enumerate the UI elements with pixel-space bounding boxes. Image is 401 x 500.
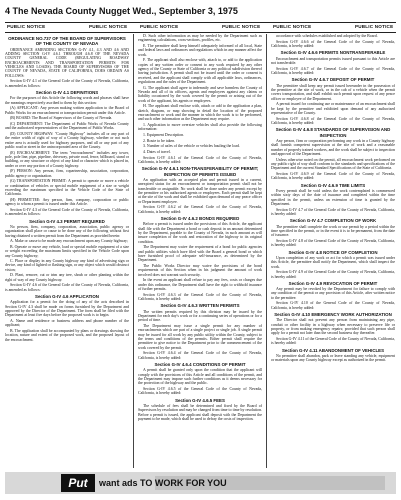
notice-paragraph: For the purposes of this Article the following words and phrases shall have the meanings respectively ascribed to them by this section: [5,96,129,105]
notice-paragraph: The written permits required by this division may be issued by the Department for each day's work or for a continuing series of operations or for a period of time. [138,309,262,323]
notice-paragraph: Any permit may be revoked by the Department for failure to comply with any condition of the permit or any provision of this Article, after written notice to the permittee. [271,287,395,300]
notice-paragraph: Application for a permit for the doing of any of the acts described in Section G-IV 4.3 shall be made on forms furnished by the Department and approved by the Director of the Department. The form shall be filed with the Department at least five days before the proposed work is to begin. [5,300,129,318]
section-heading: Section G-IV 4.8 NOTICE OF COMPLETION [288,249,378,255]
section-heading: Section G-IV 4.1 DEFINITIONS [35,89,99,95]
section-heading: Section G-IV 4.11 ABANDONMENT OF VEHICLES [281,347,385,353]
notice-column-2 [138,34,262,468]
notice-paragraph: In the event an applicant shall refuse to pay any fees, costs or charges due under this ordinance, the Department shall have the right to withhold issuance of further permits. [138,278,262,291]
notice-paragraph: Section G-IV 4.7 of the General Code of the County of Nevada, California, is hereby added: [271,207,395,216]
notice-paragraph: Section G-IV 4.6.5 of the General Code of the County of Nevada, California, is hereby added: [138,386,262,396]
section-heading: Section G-IV 4.6.7 DEPOSIT OF PERMIT [291,77,375,83]
notice-paragraph: 4. Dates of travel. [143,149,171,154]
want-ads-text: want ads TO WORK FOR YOU [99,478,227,488]
notice-paragraph: Section G-IV 4.6 of the General Code of the County of Nevada, California, is amended as follows: [5,283,129,292]
notice-paragraph: Section G-IV 4.6.6 of the General Code of the County of Nevada, California, is hereby added: [271,39,395,48]
notice-paragraph: (A) APPLICANT: Any person making written application to the Board of Public Works for an encroachment or transportation permit under this Article. [5,106,129,115]
notice-paragraph: Section G-IV 4.10 of the General Code of the County of Nevada, California, is hereby added: [271,301,395,310]
notice-paragraph: Section G-IV 4.3 of the General Code of the County of Nevada, California, is amended as follows: [5,207,129,217]
notice-paragraph: The schedule of fees shall be determined and fixed by the Board of Supervisors by resolution and may be changed from time to time by resolution. Before a permit is issued, the applicant shall deposit with the Department the payment to be made, which shall be used to defray the costs of inspection. [138,403,262,421]
public-notice-label: PUBLIC NOTICE [140,24,179,29]
notice-paragraph: C. Place or display in any County highway any kind of advertising sign or device, any kind of lighted or flashing sign, or any object which would obstruct vision; [5,259,129,272]
notice-paragraph: (H) PERMITTEE: Any person, firm, company, corporation or public agency to whom a permit is issued under this Article. [5,197,129,207]
notice-paragraph: Every permit shall be void unless the work contemplated is commenced within sixty days of the date of issuance and completed within the time specified in the permit, unless an extension of time is granted by the Department. [271,188,395,206]
notice-paragraph: B. The application shall be accompanied by plans or drawings showing the location, nature and extent of the proposed work, and the proposed layout of the encroachment. [5,329,129,342]
section-heading: Section G-IV 4.6.9 TIME LIMITS [300,182,366,188]
notice-paragraph: A permit shall be granted only upon the condition that the applicant will comply with the provisions of this Article and all conditions of the permit, and the Department may impose such further conditions as it deems necessary for the protection of the highway and the public. [138,368,262,386]
page-masthead: 4 The Nevada County Nugget Wed., September 3, 1975 [5,6,238,16]
notice-paragraph: D. Such other information as may be needed by the Department such as engineering calculations, cross-sections, profiles, etc. [138,34,262,43]
notice-column-3 [271,34,395,468]
notice-paragraph: Section G-IV 4.6.7 of the General Code of the County of Nevada, California, is hereby added: [271,66,395,75]
want-ads-badge: Put [61,474,95,492]
notice-paragraph: Section G-IV 4.6.2 of the General Code of the County of Nevada, California, is hereby added: [138,205,262,214]
notice-paragraph: 1. Application to move oversize vehicles shall also provide the following information: [138,123,262,132]
notice-paragraph: Section G-IV 4.6.1 of the General Code of the County of Nevada, California, is hereby added: [138,155,262,164]
notice-paragraph: A. Make or cause to be made any encroachment upon any County highway; [10,239,129,244]
public-notice-bar [5,22,396,33]
notice-paragraph: The permittee shall keep any permit issued hereunder in the possession of the permittee at the site of work, or in the cab of a vehicle when the permit covers transportation, and shall exhibit such permit upon request of any peace officer or employee of the Department. [271,83,395,101]
notice-paragraph: Section G-IV 4.6.4 of the General Code of the County of Nevada, California, is hereby added: [138,351,262,360]
notice-paragraph: Section G-IV 4.1 of the General Code of the County of Nevada, California, is amended as follows: [5,79,129,88]
public-notice-label: PUBLIC NOTICE [222,24,261,29]
notice-paragraph: D. Plant, remove, cut or trim any tree, shrub or other planting within the right of way of any County highway. [5,273,129,282]
section-heading: Section G-IV 4.7 COMPLETION OF WORK [289,218,377,224]
notice-paragraph: (F) PERSON: Any person, firm, copartnership, association, corporation, public agency or organization. [5,169,129,178]
notice-paragraph: F. The applicant shall also enclose with, attach to, or add to the application copies of any written order or consent to any work required by any other agency of the County or State of California or any political subdivision thereof having jurisdiction. A permit shall not be issued until the order or consent is received, and the applicant shall comply with all applicable laws, ordinances, regulations and the rules of the Department. [138,58,262,85]
notice-paragraph: The Public Works Director may waive the provisions of the bond requirements of this Section when in his judgment the amount of work involved does not warrant such security. [138,263,262,277]
notice-paragraph: Section G-IV 4.9 of the General Code of the County of Nevada, California, is hereby added: [271,270,395,279]
public-notice-label: PUBLIC NOTICE [273,24,312,29]
notice-paragraph: (C) DEPARTMENT: The Department of Public Works of Nevada County and the authorized representatives of the Department of Public Works. [5,121,129,131]
notice-paragraph: Before a permit is issued under the provisions of this Article, the applicant shall file with the Department a bond or cash deposit in an amount determined by the Department, payable to the County of Nevada, in such amount as will insure completion of the work and restoration of the highway to its original condition. [138,222,262,244]
section-heading: Section G-IV 4.6.1 NON-TRANSFERABILITY OF PERMIT; INSPECTION OF PERMITS ISSUED [141,166,259,177]
notice-paragraph: accordance with schedules established and adopted by the Board. [276,34,378,38]
section-heading: Section G-IV 4.9 REVOCATION OF PERMIT [288,280,378,286]
notice-paragraph: (G) TRANSPORTATION PERMIT: A permit to operate or move a vehicle or combination of vehicles or special mobile equipment of a size or weight exceeding the maximum specified in the Vehicle Code of the State of California. [5,179,129,197]
notice-paragraph: ORDINANCE AMENDING SECTIONS G-IV 4.1, 4.3 AND 4.6 AND ADDING SECTION G-IV 4.6.1 THROUGH 4.6.8 OF THE NEVADA COUNTY GENERAL CODE (REGULATING ROADWAY ENCROACHMENTS AND TRANSPORTATION PERMITS FOR VEHICLES AND LOADS). THE BOARD OF SUPERVISORS OF THE COUNTY OF NEVADA, STATE OF CALIFORNIA, DOES ORDAIN AS FOLLOWS: [5,47,129,78]
notice-paragraph: Encroachment and transportation permits issued pursuant to this Article are not transferable. [271,56,395,65]
notice-paragraph: Section G-IV 4.6.8 of the General Code of the County of Nevada, California, is hereby added: [271,116,395,125]
section-heading: Section G-IV 4.10 EMERGENCY WORK AUTHORIZATION [274,312,392,318]
section-heading: Section G-IV 4.6.6 PERMITS NONTRANSFERABLE [280,50,386,56]
notice-paragraph: Any person, firm or corporation performing any work in a County highway shall furnish competent supervision at the site of work and a reasonable number of properly trained workers, and the work shall be subject to inspection and approval of the Department. [271,138,395,156]
notice-paragraph: E. The permittee shall keep himself adequately informed of all local, State and federal laws and ordinances and regulations which in any manner affect the work. [138,43,262,57]
notice-paragraph: 2. Route to be taken. [143,138,176,143]
notice-column-1 [5,34,129,468]
public-notice-label: PUBLIC NOTICE [7,24,46,29]
section-heading: Section G-IV 4.6 APPLICATION [35,294,99,300]
public-notice-label: PUBLIC NOTICE [355,24,394,29]
notice-paragraph: A. Name and residence or business address and phone number of the applicant; [5,319,129,328]
notice-paragraph: No person, firm, company, corporation, association, public agency or organization shall place or cause to be done any of the following without first having obtained a written permit from the Department as provided herein: [5,224,129,238]
section-heading: Section G-IV 4.6.2 BONDS REQUIRED [160,215,240,221]
notice-paragraph: Section G-IV 4.11 of the General Code of the County of Nevada, California, is hereby added: [271,337,395,346]
notice-paragraph: No permittee shall abandon, park or leave standing any vehicle, equipment or materials upon any County highway except as authorized in the permit. [271,354,395,363]
section-heading: Section G-IV 4.6.4 CONDITIONS OF PERMIT [154,361,246,367]
notice-paragraph: Section G-IV 4.6.9 of the General Code of the County of Nevada, California, is hereby added: [271,171,395,181]
column-divider [266,34,267,468]
notice-paragraph: 3. Number of axles of the vehicle or vehicles hauling the load. [143,144,240,149]
notice-paragraph: Upon completion of any work or act for which a permit was issued under this Article, the permittee shall notify the Department, which shall inspect the work. [271,255,395,269]
notice-paragraph: 1. Equipment Description. [143,133,185,137]
notice-paragraph: The Director shall not prevent any person from maintaining any pipe, conduit or other facility in a highway when necessary to preserve life or property, or from making emergency repairs; provided that such person shall apply for a permit not later than the second business day thereafter. [271,318,395,336]
notice-paragraph: The Department may issue a single permit for any number of encroachments which are part of a single project or single job. A single permit may be issued for all work by any public utility within the County, subject to the terms and conditions of the permits. Either permit shall require the permittee to give notice to the Department prior to the commencement of the work covered by the permit. [138,323,262,350]
notice-paragraph: B. Operate or move any vehicle, load or special mobile equipment of a size or weight exceeding the maximum limits specified in the Vehicle Code upon any County highway; [5,244,129,258]
want-ads-banner [5,472,396,494]
section-heading: Section G-IV 4.6.3 WRITTEN PERMITS [160,303,240,309]
notice-paragraph: Section G-IV 4.8 of the General Code of the County of Nevada, California, is hereby added: [271,238,395,248]
notice-paragraph: H. The applicant shall enclose with, attach or add to the application a plan, sketch, diagram, or map showing in detail the location of the proposed encroachment or work and the manner in which the work is to be performed, and such other information as the Department may require. [138,104,262,122]
section-heading: ORDINANCE NO.737 OF THE BOARD OF SUPERVISORS OF THE COUNTY OF NEVADA [8,36,126,47]
notice-paragraph: Unless otherwise noted on the permit, all encroachment work performed on any public right of way shall conform to the standards and specifications of the Department and the current Standard Specifications of the State of California. [271,157,395,171]
notice-paragraph: (D) COUNTY HIGHWAY: "County Highway" includes all or any part of the entire width of right of way of a County highway, whether or not such entire area is actually used for highway purposes, and all or any part of any public road or street in the unincorporated area of the County. [5,131,129,149]
notice-paragraph: (E) ENCROACHMENT: The term "encroachment" includes any tower, pole, pole line, pipe, pipeline, driveway, private road, fence, billboard, stand or building, or any structure or object of any kind or character which is placed in, under or over any portion of a County highway. [5,150,129,168]
notice-paragraph: G. The applicant shall agree to indemnify and save harmless the County of Nevada and all of its officers, agents and employees against any claims or liability occasioned by the work covered by the permit or arising out of the work of the applicant, his agents or employees. [138,85,262,103]
notice-paragraph: The permittee shall complete the work or use permit by a period within the time specified in the permit, or in the event it is to be permanent, from the date of issuance. [271,224,395,238]
section-heading: Section G-IV 4.6.8 STANDARDS OF SUPERVISION AND INSPECTION [275,127,391,138]
column-divider [133,34,134,468]
notice-paragraph: An application with an accepted plan and permit issued in a current, unexpired status for an encroachment or transportation permit shall not be transferable or assignable. No work shall be done under any permit except by the permittee or his authorized agents or employees. Each permit shall be kept at the site of the work and shall be exhibited upon demand of any peace officer or Department employee. [138,177,262,204]
public-notice-label: PUBLIC NOTICE [89,24,128,29]
notice-paragraph: A permit issued for continuing use or maintenance of an encroachment shall be kept by the permittee and exhibited upon demand of any authorized representative of the County. [271,102,395,115]
notice-paragraph: The Department may waive the requirement of a bond for public agencies and public utilities which have filed with the Board a general bond or which have furnished proof of adequate self-insurance, as determined by the Department. [138,245,262,263]
notice-paragraph: (B) BOARD: The Board of Supervisors of the County of Nevada. [10,116,113,121]
section-heading: Section G-IV 4.3 PERMIT REQUIRED [29,218,105,224]
notice-paragraph: Section G-IV 4.6.3 of the General Code of the County of Nevada, California, is hereby added: [138,292,262,301]
section-heading: Section G-IV 4.6.5 FEES [175,397,225,403]
